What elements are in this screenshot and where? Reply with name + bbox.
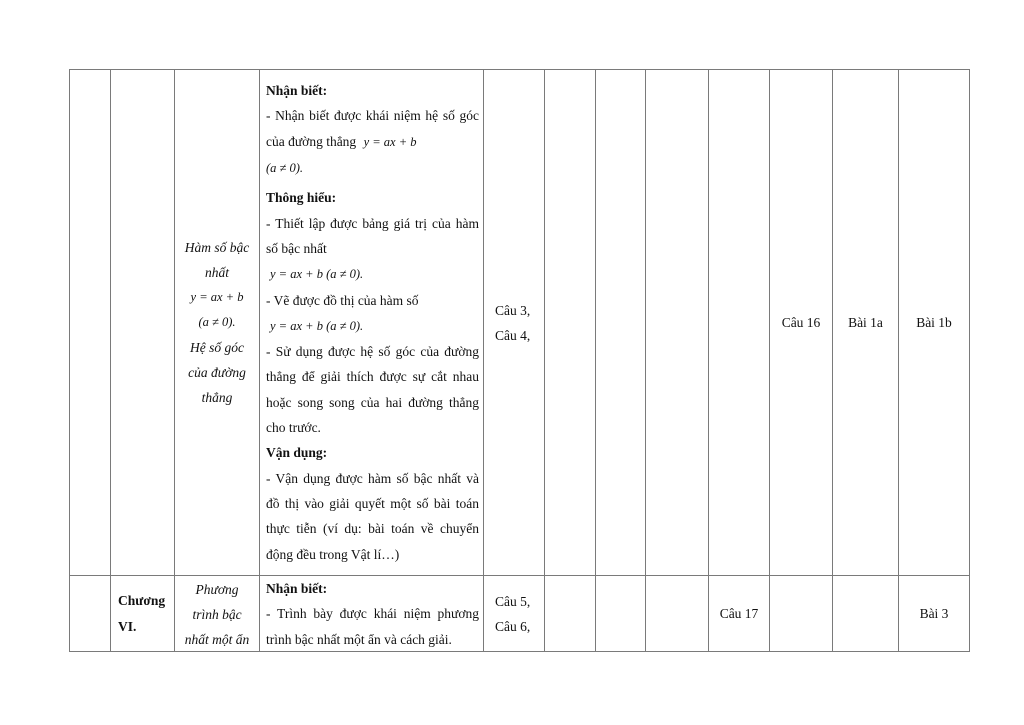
empty-cell	[596, 70, 646, 576]
empty-cell	[833, 576, 899, 652]
requirements-cell: Nhận biết: - Trình bày được khái niệm phương trình bậc nhất một ẩn và cách giải.	[260, 576, 484, 652]
nhan-biet-heading: Nhận biết:	[266, 83, 328, 99]
table-row	[70, 576, 970, 652]
formula: y = ax + b	[363, 134, 417, 149]
requirements-cell: Nhận biết: - Nhận biết được khái niệm hệ số góc của đường thẳng y = ax + b (a ≠ 0). Thông hiểu: - Thiết lập được bảng giá trị của hàm số bậc nhất y = ax + b (a ≠ 0). - Vẽ được đồ thị của hàm số y = ax + b (a ≠ 0). - Sử dụng được hệ số góc của đường thẳng để giải thích được sự cắt nhau hoặc song song của hai đường thẳng cho trước. Vận dụng: - Vận dụng được hàm số bậc nhất và đồ thị vào giải quyết một số bài toán thực tiễn (ví dụ: bài toán về chuyển động đều trong Vật lí…)	[260, 70, 484, 576]
empty-cell	[646, 576, 709, 652]
chapter-cell: Chương VI.	[111, 576, 175, 652]
questions-cell: Câu 5, Câu 6,	[484, 576, 545, 652]
question-ref-cell: Câu 16	[770, 70, 833, 576]
stt-cell	[70, 70, 111, 576]
question-ref-cell: Câu 17	[709, 576, 770, 652]
formula: y = ax + b (a ≠ 0).	[270, 318, 364, 333]
empty-cell	[545, 70, 596, 576]
empty-cell	[709, 70, 770, 576]
topic-cell: Phương trình bậc nhất một ẩn	[175, 576, 260, 652]
exercise-ref-cell: Bài 1b	[899, 70, 970, 576]
empty-cell	[770, 576, 833, 652]
van-dung-heading: Vận dụng:	[266, 445, 328, 461]
matrix-table	[69, 69, 970, 652]
stt-cell	[70, 576, 111, 652]
questions-cell: Câu 3, Câu 4,	[484, 70, 545, 576]
empty-cell	[596, 576, 646, 652]
table-row	[70, 70, 970, 576]
exercise-ref-cell: Bài 1a	[833, 70, 899, 576]
formula: y = ax + b (a ≠ 0).	[270, 267, 364, 282]
thong-hieu-heading: Thông hiểu:	[266, 190, 337, 206]
topic-cell: Hàm số bậc nhất y = ax + b (a ≠ 0). Hệ số góc của đường thẳng	[175, 70, 260, 576]
chapter-cell	[111, 70, 175, 576]
empty-cell	[545, 576, 596, 652]
exercise-ref-cell: Bài 3	[899, 576, 970, 652]
nhan-biet-heading: Nhận biết:	[266, 581, 328, 596]
formula: (a ≠ 0).	[266, 161, 304, 176]
empty-cell	[646, 70, 709, 576]
